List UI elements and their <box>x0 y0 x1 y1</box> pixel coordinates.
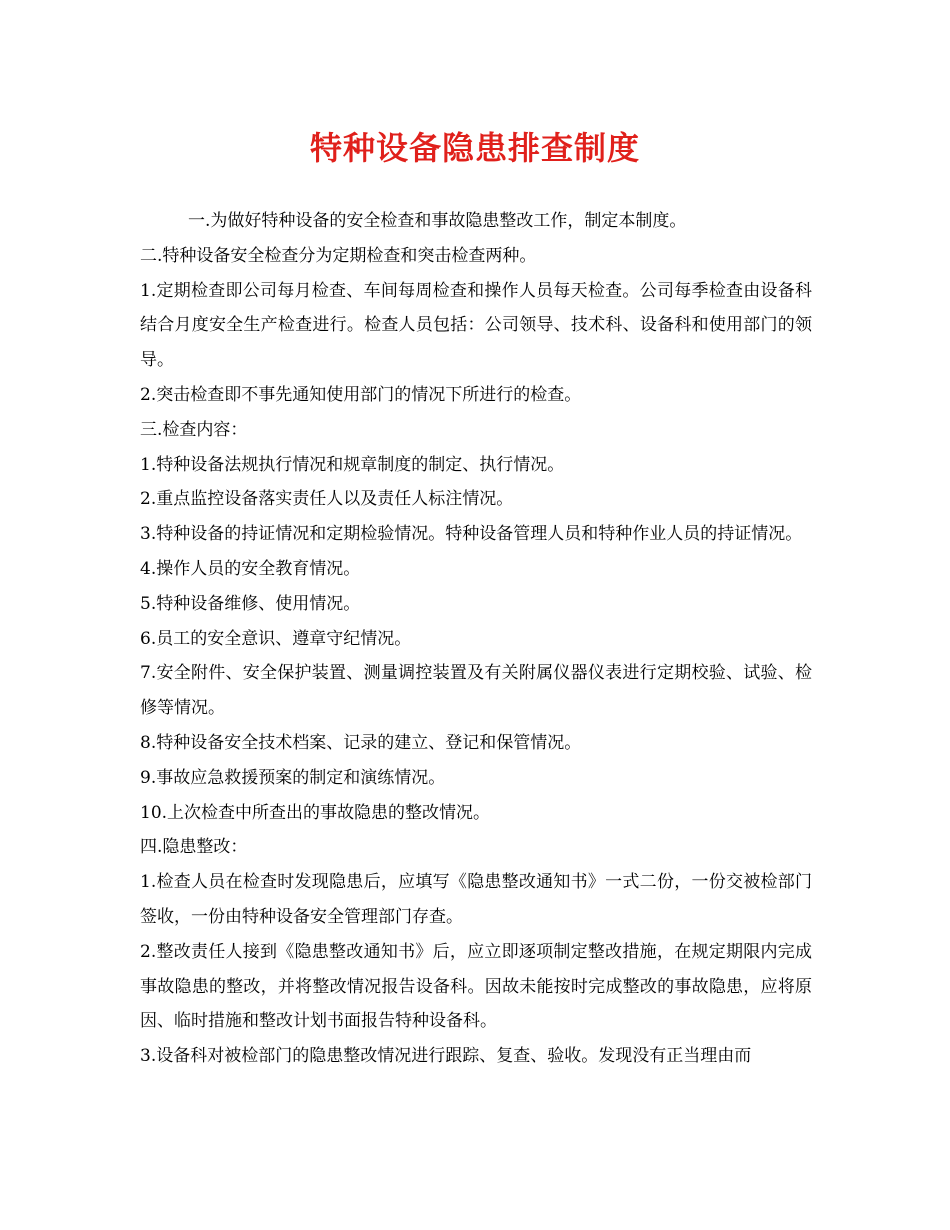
paragraph-item: 3.设备科对被检部门的隐患整改情况进行跟踪、复查、验收。发现没有正当理由而 <box>140 1046 752 1067</box>
paragraph-item: 9.事故应急救援预案的制定和演练情况。 <box>140 767 446 788</box>
document-body <box>140 204 812 1074</box>
paragraph-intro: 一.为做好特种设备的安全检查和事故隐患整改工作，制定本制度。 <box>188 211 687 231</box>
paragraph-item: 1.定期检查即公司每月检查、车间每周检查和操作人员每天检查。公司每季检查由设备科结合月度安全生产检查进行。检查人员包括：公司领导、技术科、设备科和使用部门的领导。 <box>140 280 812 371</box>
paragraph-item: 10.上次检查中所查出的事故隐患的整改情况。 <box>140 802 491 823</box>
paragraph-item: 8.特种设备安全技术档案、记录的建立、登记和保管情况。 <box>140 732 582 753</box>
section-heading-three: 三.检查内容： <box>140 419 248 440</box>
document-title: 特种设备隐患排查制度 <box>309 129 640 167</box>
paragraph-item: 6.员工的安全意识、遵章守纪情况。 <box>140 628 412 649</box>
paragraph-item: 2.整改责任人接到《隐患整改通知书》后，应立即逐项制定整改措施，在规定期限内完成事故隐患的整改，并将整改情况报告设备科。因故未能按时完成整改的事故隐患，应将原因、临时措施和整改计划书面报告特种设备科。 <box>140 941 812 1032</box>
paragraph-item: 7.安全附件、安全保护装置、测量调控装置及有关附属仪器仪表进行定期校验、试验、检修等情况。 <box>140 663 812 719</box>
section-heading-two: 二.特种设备安全检查分为定期检查和突击检查两种。 <box>140 245 537 266</box>
paragraph-item: 2.突击检查即不事先通知使用部门的情况下所进行的检查。 <box>140 384 582 405</box>
paragraph-item: 1.检查人员在检查时发现隐患后，应填写《隐患整改通知书》一式二份，一份交被检部门签收，一份由特种设备安全管理部门存查。 <box>140 872 812 927</box>
paragraph-item: 1.特种设备法规执行情况和规章制度的制定、执行情况。 <box>140 454 565 475</box>
paragraph-item: 5.特种设备维修、使用情况。 <box>140 593 361 614</box>
paragraph-item: 2.重点监控设备落实责任人以及责任人标注情况。 <box>140 489 514 510</box>
paragraph-item: 4.操作人员的安全教育情况。 <box>140 558 361 579</box>
paragraph-item: 3.特种设备的持证情况和定期检验情况。特种设备管理人员和特种作业人员的持证情况。 <box>140 524 803 545</box>
section-heading-four: 四.隐患整改： <box>140 837 248 858</box>
